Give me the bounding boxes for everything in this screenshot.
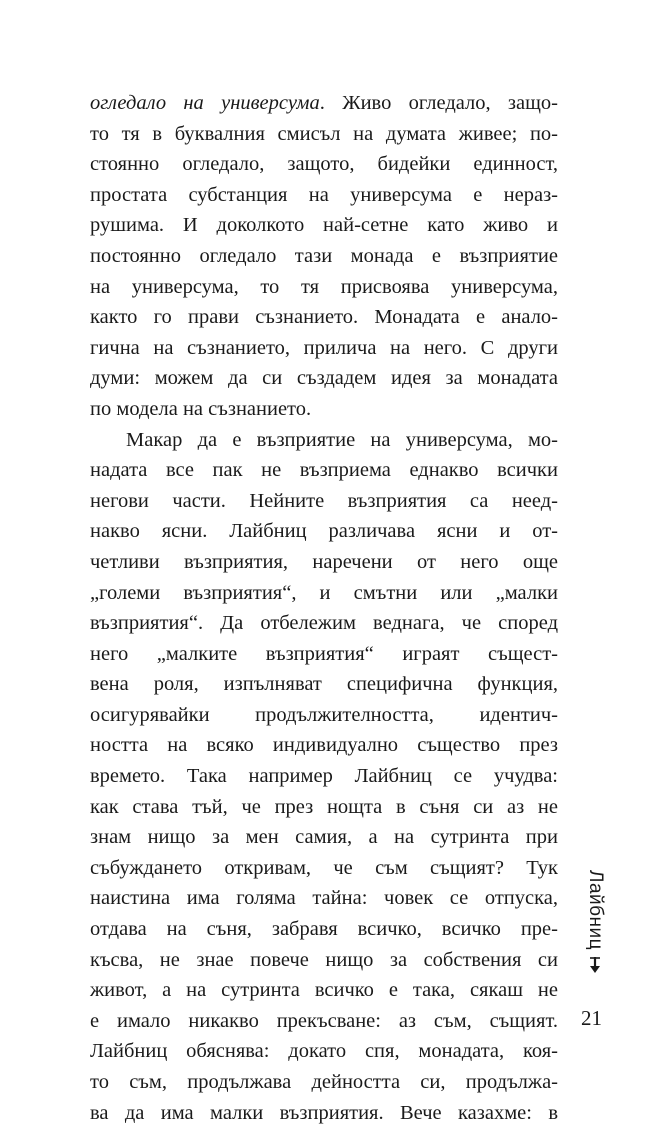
text-line xyxy=(90,914,558,945)
line-text: надата все пак не възприема еднакво всички xyxy=(90,459,558,482)
line-text: стоянно огледало, защото, бидейки единност, xyxy=(90,153,558,176)
text-line xyxy=(90,883,558,914)
line-text: думи: можем да си създадем идея за монадата xyxy=(90,367,558,390)
text-line xyxy=(90,1067,558,1098)
line-text: знам нищо за мен самия, а на сутринта при xyxy=(90,826,558,849)
text-line xyxy=(90,88,558,119)
line-text: времето. Така например Лайбниц се учудва: xyxy=(90,765,558,788)
line-text: накво ясни. Лайбниц различава ясни и от- xyxy=(90,520,558,543)
line-text: ността на всяко индивидуално същество през xyxy=(90,734,558,757)
text-line xyxy=(90,333,558,364)
text-line xyxy=(90,425,558,456)
text-line xyxy=(90,669,558,700)
text-line xyxy=(90,394,558,425)
text-line xyxy=(90,975,558,1006)
line-text: по модела на съзнанието. xyxy=(90,397,312,420)
text-line xyxy=(90,1036,558,1067)
text-line xyxy=(90,639,558,670)
text-line xyxy=(90,210,558,241)
text-line xyxy=(90,578,558,609)
text-line xyxy=(90,1098,558,1128)
italic-phrase: огледало на универсума xyxy=(90,92,320,114)
line-text: късва, не знае повече нищо за собствения си xyxy=(90,948,558,971)
line-text: отдава на съня, забравя всичко, всичко пре- xyxy=(90,918,558,941)
line-text: . Живо огледало, защо- xyxy=(319,92,558,114)
text-line xyxy=(90,241,558,272)
line-text: събуждането откривам, че съм същият? Тук xyxy=(90,856,558,879)
running-head xyxy=(582,870,608,980)
line-text: него „малките възприятия“ играят същест- xyxy=(90,642,558,665)
running-head-label: Лайбниц xyxy=(585,870,606,951)
text-line xyxy=(90,272,558,303)
text-line xyxy=(90,792,558,823)
text-line xyxy=(90,119,558,150)
line-text: рушима. И доколкото най-сетне като живо и xyxy=(90,214,558,237)
text-line xyxy=(90,486,558,517)
line-text: Макар да е възприятие на универсума, мо- xyxy=(126,428,558,451)
line-text: то съм, продължава дейността си, продължа- xyxy=(90,1071,558,1093)
text-line xyxy=(90,730,558,761)
text-line xyxy=(90,149,558,180)
line-text: вена роля, изпълняват специфична функция, xyxy=(90,673,558,696)
line-text: как става тъй, че през нощта в съня си аз не xyxy=(90,795,558,818)
line-text: четливи възприятия, наречени от него още xyxy=(90,550,558,573)
line-text: гична на съзнанието, прилича на него. С други xyxy=(90,336,558,359)
text-line xyxy=(90,302,558,333)
text-line xyxy=(90,700,558,731)
line-text: живот, а на сутринта всичко е така, сякаш не xyxy=(90,979,558,1002)
line-text: Лайбниц обяснява: докато спя, монадата, коя- xyxy=(90,1040,558,1063)
text-line xyxy=(90,363,558,394)
text-line xyxy=(90,822,558,853)
line-text: постоянно огледало тази монада е възприятие xyxy=(90,244,558,267)
line-text: то тя в буквалния смисъл на думата живее; по- xyxy=(90,122,558,145)
line-text: наистина има голяма тайна: човек се отпуска, xyxy=(90,887,558,910)
line-text: ва да има малки възприятия. Вече казахме: в xyxy=(90,1101,558,1124)
text-line xyxy=(90,547,558,578)
page-number: 21 xyxy=(581,1006,602,1030)
text-line xyxy=(90,945,558,976)
text-line xyxy=(90,608,558,639)
body-text xyxy=(90,88,558,1128)
text-line xyxy=(90,455,558,486)
line-text: е имало никакво прекъсване: аз съм, същият. xyxy=(90,1009,558,1032)
line-text: както го прави съзнанието. Монадата е анало- xyxy=(90,306,558,329)
line-text: възприятия“. Да отбележим веднага, че според xyxy=(90,612,558,635)
text-line xyxy=(90,516,558,547)
line-text: негови части. Нейните възприятия са неед- xyxy=(90,489,558,512)
text-line xyxy=(90,853,558,884)
text-line xyxy=(90,1006,558,1037)
line-text: простата субстанция на универсума е нераз- xyxy=(90,183,558,206)
line-text: осигурявайки продължителността, идентич- xyxy=(90,703,558,726)
arrow-icon xyxy=(588,956,602,974)
line-text: на универсума, то тя присвоява универсума, xyxy=(90,275,558,298)
line-text: „големи възприятия“, и смътни или „малки xyxy=(90,581,558,604)
text-line xyxy=(90,761,558,792)
text-line xyxy=(90,180,558,211)
